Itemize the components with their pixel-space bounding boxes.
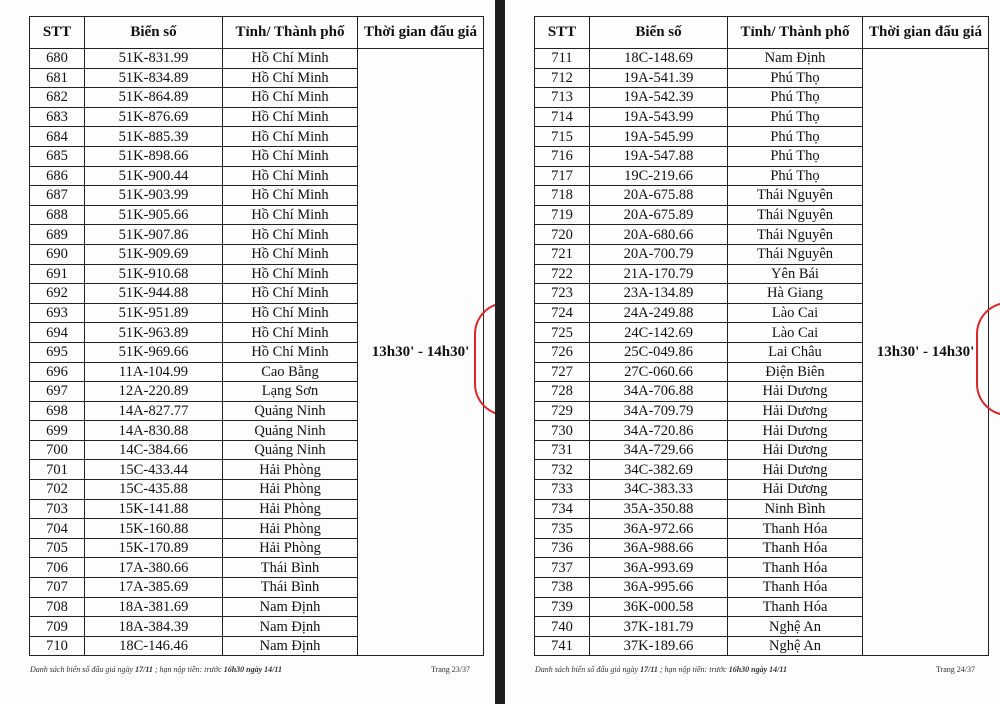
cell-province: Nghệ An xyxy=(728,617,863,637)
cell-stt: 687 xyxy=(30,186,85,206)
cell-stt: 709 xyxy=(30,617,85,637)
cell-plate: 19A-541.39 xyxy=(590,68,728,88)
cell-province: Phú Thọ xyxy=(728,127,863,147)
cell-province: Hải Dương xyxy=(728,421,863,441)
cell-province: Phú Thọ xyxy=(728,107,863,127)
cell-stt: 700 xyxy=(30,440,85,460)
cell-stt: 710 xyxy=(30,636,85,656)
cell-plate: 15K-160.88 xyxy=(85,519,223,539)
cell-plate: 51K-905.66 xyxy=(85,205,223,225)
cell-province: Phú Thọ xyxy=(728,68,863,88)
cell-plate: 15K-170.89 xyxy=(85,538,223,558)
cell-province: Lào Cai xyxy=(728,303,863,323)
cell-stt: 686 xyxy=(30,166,85,186)
cell-plate: 20A-675.89 xyxy=(590,205,728,225)
cell-plate: 14A-830.88 xyxy=(85,421,223,441)
cell-province: Hồ Chí Minh xyxy=(223,107,358,127)
cell-province: Hồ Chí Minh xyxy=(223,264,358,284)
cell-stt: 704 xyxy=(30,519,85,539)
cell-province: Ninh Bình xyxy=(728,499,863,519)
cell-plate: 15C-435.88 xyxy=(85,480,223,500)
cell-stt: 693 xyxy=(30,303,85,323)
cell-stt: 692 xyxy=(30,284,85,304)
cell-province: Hải Dương xyxy=(728,440,863,460)
cell-province: Hồ Chí Minh xyxy=(223,225,358,245)
cell-plate: 51K-909.69 xyxy=(85,244,223,264)
cell-stt: 735 xyxy=(535,519,590,539)
cell-province: Thanh Hóa xyxy=(728,538,863,558)
cell-stt: 719 xyxy=(535,205,590,225)
cell-stt: 728 xyxy=(535,382,590,402)
table-body xyxy=(30,49,484,656)
cell-stt: 706 xyxy=(30,558,85,578)
cell-stt: 702 xyxy=(30,480,85,500)
cell-plate: 24A-249.88 xyxy=(590,303,728,323)
page-number: Trang 23/37 xyxy=(430,665,470,674)
cell-plate: 27C-060.66 xyxy=(590,362,728,382)
cell-plate: 36A-988.66 xyxy=(590,538,728,558)
cell-province: Quảng Ninh xyxy=(223,421,358,441)
cell-province: Hồ Chí Minh xyxy=(223,88,358,108)
header-time: Thời gian đấu giá xyxy=(358,17,484,49)
cell-stt: 729 xyxy=(535,401,590,421)
cell-stt: 723 xyxy=(535,284,590,304)
cell-province: Hồ Chí Minh xyxy=(223,146,358,166)
cell-province: Hồ Chí Minh xyxy=(223,127,358,147)
header-plate: Biển số xyxy=(590,17,728,49)
red-seal-stamp xyxy=(976,302,1000,416)
cell-province: Nam Định xyxy=(223,636,358,656)
cell-plate: 35A-350.88 xyxy=(590,499,728,519)
cell-stt: 705 xyxy=(30,538,85,558)
cell-plate: 19A-542.39 xyxy=(590,88,728,108)
cell-plate: 51K-944.88 xyxy=(85,284,223,304)
cell-plate: 34A-706.88 xyxy=(590,382,728,402)
cell-plate: 23A-134.89 xyxy=(590,284,728,304)
cell-stt: 682 xyxy=(30,88,85,108)
cell-stt: 697 xyxy=(30,382,85,402)
cell-stt: 689 xyxy=(30,225,85,245)
cell-stt: 720 xyxy=(535,225,590,245)
cell-stt: 703 xyxy=(30,499,85,519)
cell-stt: 708 xyxy=(30,597,85,617)
cell-plate: 20A-700.79 xyxy=(590,244,728,264)
footer-mid: ; hạn nộp tiền: trước xyxy=(154,665,222,674)
cell-plate: 14A-827.77 xyxy=(85,401,223,421)
cell-stt: 731 xyxy=(535,440,590,460)
header-stt: STT xyxy=(535,17,590,49)
cell-stt: 716 xyxy=(535,146,590,166)
cell-plate: 51K-963.89 xyxy=(85,323,223,343)
cell-stt: 707 xyxy=(30,578,85,598)
cell-stt: 699 xyxy=(30,421,85,441)
cell-province: Thanh Hóa xyxy=(728,597,863,617)
cell-plate: 19C-219.66 xyxy=(590,166,728,186)
cell-province: Nam Định xyxy=(223,617,358,637)
footer-date: 17/11 xyxy=(135,665,153,674)
cell-stt: 681 xyxy=(30,68,85,88)
cell-plate: 34C-382.69 xyxy=(590,460,728,480)
cell-province: Hồ Chí Minh xyxy=(223,342,358,362)
cell-plate: 51K-910.68 xyxy=(85,264,223,284)
header-province: Tỉnh/ Thành phố xyxy=(728,17,863,49)
cell-stt: 717 xyxy=(535,166,590,186)
page-number: Trang 24/37 xyxy=(935,665,975,674)
cell-plate: 51K-876.69 xyxy=(85,107,223,127)
cell-province: Hải Phòng xyxy=(223,460,358,480)
cell-plate: 37K-181.79 xyxy=(590,617,728,637)
page-footer xyxy=(30,665,470,674)
auction-time-cell: 13h30' - 14h30' xyxy=(358,49,484,656)
cell-stt: 698 xyxy=(30,401,85,421)
cell-stt: 712 xyxy=(535,68,590,88)
cell-plate: 18A-384.39 xyxy=(85,617,223,637)
cell-stt: 695 xyxy=(30,342,85,362)
cell-stt: 727 xyxy=(535,362,590,382)
cell-province: Lào Cai xyxy=(728,323,863,343)
cell-plate: 19A-543.99 xyxy=(590,107,728,127)
cell-plate: 37K-189.66 xyxy=(590,636,728,656)
footer-date: 17/11 xyxy=(640,665,658,674)
plate-table xyxy=(29,16,484,656)
cell-province: Thanh Hóa xyxy=(728,519,863,539)
cell-province: Thái Bình xyxy=(223,578,358,598)
cell-stt: 691 xyxy=(30,264,85,284)
cell-province: Hồ Chí Minh xyxy=(223,284,358,304)
cell-province: Hải Dương xyxy=(728,480,863,500)
cell-stt: 683 xyxy=(30,107,85,127)
footer-prefix: Danh sách biển số đấu giá ngày xyxy=(535,665,639,674)
cell-stt: 718 xyxy=(535,186,590,206)
cell-province: Hồ Chí Minh xyxy=(223,68,358,88)
cell-province: Thái Nguyên xyxy=(728,244,863,264)
cell-plate: 24C-142.69 xyxy=(590,323,728,343)
cell-province: Hồ Chí Minh xyxy=(223,205,358,225)
cell-province: Hồ Chí Minh xyxy=(223,49,358,69)
footer-prefix: Danh sách biển số đấu giá ngày xyxy=(30,665,134,674)
cell-province: Hà Giang xyxy=(728,284,863,304)
cell-stt: 732 xyxy=(535,460,590,480)
cell-plate: 17A-385.69 xyxy=(85,578,223,598)
cell-province: Quảng Ninh xyxy=(223,401,358,421)
cell-stt: 726 xyxy=(535,342,590,362)
cell-plate: 34C-383.33 xyxy=(590,480,728,500)
cell-stt: 690 xyxy=(30,244,85,264)
cell-province: Hồ Chí Minh xyxy=(223,166,358,186)
cell-plate: 34A-720.86 xyxy=(590,421,728,441)
header-province: Tỉnh/ Thành phố xyxy=(223,17,358,49)
cell-plate: 19A-547.88 xyxy=(590,146,728,166)
cell-plate: 51K-907.86 xyxy=(85,225,223,245)
cell-stt: 721 xyxy=(535,244,590,264)
cell-plate: 51K-831.99 xyxy=(85,49,223,69)
cell-plate: 34A-729.66 xyxy=(590,440,728,460)
cell-plate: 51K-900.44 xyxy=(85,166,223,186)
cell-plate: 15K-141.88 xyxy=(85,499,223,519)
cell-stt: 741 xyxy=(535,636,590,656)
cell-stt: 734 xyxy=(535,499,590,519)
cell-province: Quảng Ninh xyxy=(223,440,358,460)
cell-plate: 20A-675.88 xyxy=(590,186,728,206)
cell-stt: 711 xyxy=(535,49,590,69)
cell-province: Thái Nguyên xyxy=(728,205,863,225)
table-row xyxy=(535,49,989,69)
cell-province: Hải Dương xyxy=(728,401,863,421)
cell-plate: 36K-000.58 xyxy=(590,597,728,617)
cell-stt: 680 xyxy=(30,49,85,69)
cell-stt: 740 xyxy=(535,617,590,637)
cell-province: Hải Phòng xyxy=(223,519,358,539)
cell-plate: 11A-104.99 xyxy=(85,362,223,382)
cell-stt: 730 xyxy=(535,421,590,441)
cell-stt: 733 xyxy=(535,480,590,500)
cell-plate: 36A-972.66 xyxy=(590,519,728,539)
header-stt: STT xyxy=(30,17,85,49)
cell-province: Hải Dương xyxy=(728,382,863,402)
cell-province: Cao Bằng xyxy=(223,362,358,382)
table-row xyxy=(30,49,484,69)
table-header-row xyxy=(535,17,989,49)
cell-province: Yên Bái xyxy=(728,264,863,284)
cell-stt: 736 xyxy=(535,538,590,558)
table-header-row xyxy=(30,17,484,49)
plate-table xyxy=(534,16,989,656)
cell-plate: 19A-545.99 xyxy=(590,127,728,147)
cell-plate: 51K-898.66 xyxy=(85,146,223,166)
cell-province: Hồ Chí Minh xyxy=(223,303,358,323)
cell-plate: 15C-433.44 xyxy=(85,460,223,480)
cell-stt: 722 xyxy=(535,264,590,284)
cell-plate: 36A-993.69 xyxy=(590,558,728,578)
footer-deadline: 16h30 ngày 14/11 xyxy=(728,665,787,674)
cell-province: Hải Phòng xyxy=(223,480,358,500)
cell-province: Nghệ An xyxy=(728,636,863,656)
cell-plate: 25C-049.86 xyxy=(590,342,728,362)
auction-time-cell: 13h30' - 14h30' xyxy=(863,49,989,656)
cell-stt: 694 xyxy=(30,323,85,343)
cell-plate: 21A-170.79 xyxy=(590,264,728,284)
cell-province: Thanh Hóa xyxy=(728,558,863,578)
cell-plate: 51K-951.89 xyxy=(85,303,223,323)
cell-province: Thái Nguyên xyxy=(728,186,863,206)
cell-province: Hải Phòng xyxy=(223,499,358,519)
cell-province: Phú Thọ xyxy=(728,146,863,166)
cell-province: Hồ Chí Minh xyxy=(223,244,358,264)
cell-plate: 20A-680.66 xyxy=(590,225,728,245)
cell-stt: 737 xyxy=(535,558,590,578)
cell-stt: 713 xyxy=(535,88,590,108)
cell-province: Điện Biên xyxy=(728,362,863,382)
cell-province: Lai Châu xyxy=(728,342,863,362)
cell-stt: 739 xyxy=(535,597,590,617)
document-page-right xyxy=(505,0,1000,704)
cell-province: Thái Nguyên xyxy=(728,225,863,245)
cell-plate: 36A-995.66 xyxy=(590,578,728,598)
cell-plate: 51K-969.66 xyxy=(85,342,223,362)
cell-stt: 684 xyxy=(30,127,85,147)
cell-province: Nam Định xyxy=(728,49,863,69)
cell-plate: 17A-380.66 xyxy=(85,558,223,578)
cell-province: Phú Thọ xyxy=(728,166,863,186)
cell-stt: 696 xyxy=(30,362,85,382)
table-body xyxy=(535,49,989,656)
cell-stt: 688 xyxy=(30,205,85,225)
page-footer xyxy=(535,665,975,674)
document-page-left xyxy=(0,0,495,704)
cell-plate: 14C-384.66 xyxy=(85,440,223,460)
cell-stt: 725 xyxy=(535,323,590,343)
cell-stt: 685 xyxy=(30,146,85,166)
cell-stt: 701 xyxy=(30,460,85,480)
cell-province: Lạng Sơn xyxy=(223,382,358,402)
cell-province: Thanh Hóa xyxy=(728,578,863,598)
cell-plate: 34A-709.79 xyxy=(590,401,728,421)
cell-province: Nam Định xyxy=(223,597,358,617)
cell-stt: 724 xyxy=(535,303,590,323)
cell-plate: 51K-834.89 xyxy=(85,68,223,88)
red-seal-stamp xyxy=(474,302,495,416)
cell-stt: 714 xyxy=(535,107,590,127)
cell-plate: 51K-885.39 xyxy=(85,127,223,147)
cell-province: Phú Thọ xyxy=(728,88,863,108)
cell-province: Thái Bình xyxy=(223,558,358,578)
footer-deadline: 16h30 ngày 14/11 xyxy=(223,665,282,674)
cell-plate: 51K-903.99 xyxy=(85,186,223,206)
cell-plate: 12A-220.89 xyxy=(85,382,223,402)
cell-province: Hải Dương xyxy=(728,460,863,480)
cell-province: Hồ Chí Minh xyxy=(223,323,358,343)
cell-stt: 738 xyxy=(535,578,590,598)
cell-province: Hải Phòng xyxy=(223,538,358,558)
cell-plate: 18C-146.46 xyxy=(85,636,223,656)
cell-plate: 51K-864.89 xyxy=(85,88,223,108)
cell-plate: 18A-381.69 xyxy=(85,597,223,617)
cell-plate: 18C-148.69 xyxy=(590,49,728,69)
header-plate: Biển số xyxy=(85,17,223,49)
footer-mid: ; hạn nộp tiền: trước xyxy=(659,665,727,674)
cell-stt: 715 xyxy=(535,127,590,147)
cell-province: Hồ Chí Minh xyxy=(223,186,358,206)
header-time: Thời gian đấu giá xyxy=(863,17,989,49)
